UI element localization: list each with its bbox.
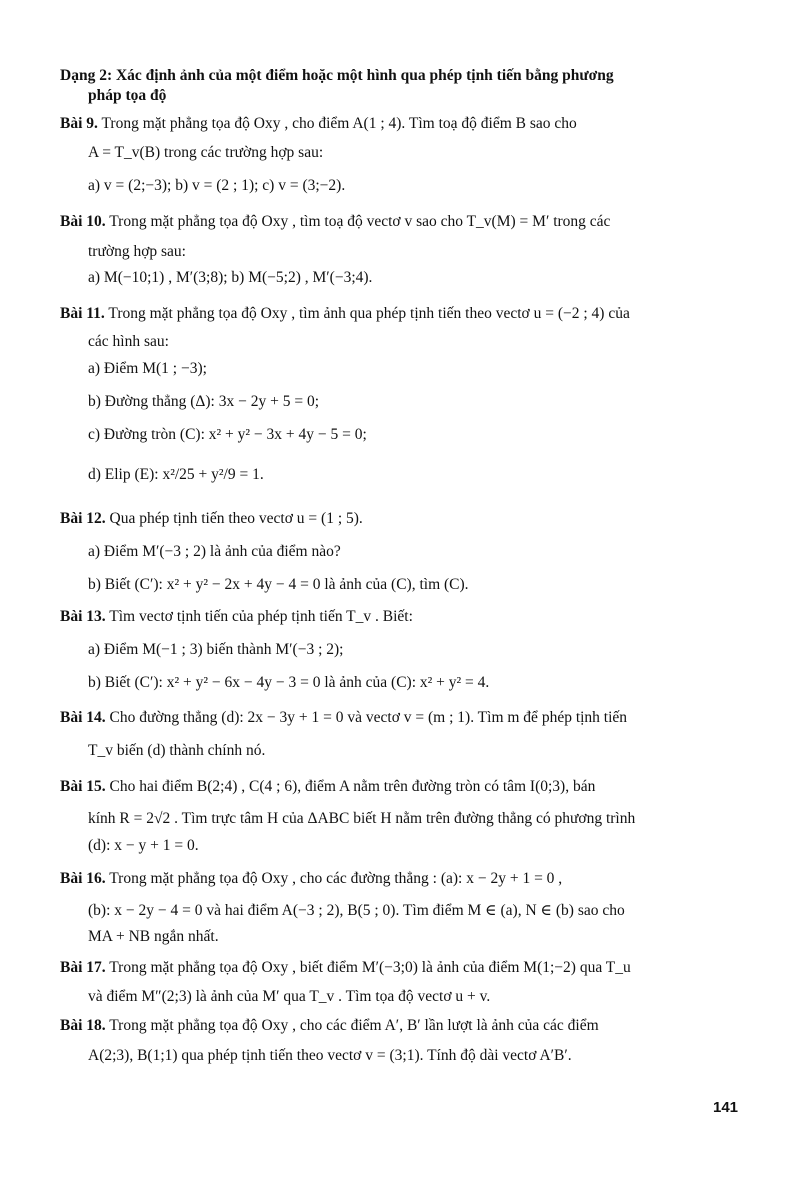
section-heading: Dạng 2: Xác định ảnh của một điểm hoặc một hình qua phép tịnh tiến bằng phương [60,67,614,84]
text-line: A = T_v(B) trong các trường hợp sau: [88,144,324,161]
text-line: MA + NB ngắn nhất. [88,928,219,945]
exercise-text: Trong mặt phẳng tọa độ Oxy , biết điểm M′(−3;0) là ảnh của điểm M(1;−2) qua T_u [105,959,631,976]
exercise-text: Trong mặt phẳng tọa độ Oxy , cho các điểm A′, B′ lần lượt là ảnh của các điểm [105,1017,599,1034]
exercise-label: Bài 18. [60,1017,106,1034]
text-line: a) Điểm M′(−3 ; 2) là ảnh của điểm nào? [88,543,341,560]
exercise-14 [60,708,627,728]
text-line: b) Biết (C′): x² + y² − 6x − 4y − 3 = 0 là ảnh của (C): x² + y² = 4. [88,674,490,691]
exercise-text: Trong mặt phẳng tọa độ Oxy , cho các đường thẳng : (a): x − 2y + 1 = 0 , [105,870,563,887]
exercise-text: Cho hai điểm B(2;4) , C(4 ; 6), điểm A nằm trên đường tròn có tâm I(0;3), bán [105,778,596,795]
exercise-label: Bài 10. [60,213,106,230]
text-line: a) v = (2;−3); b) v = (2 ; 1); c) v = (3;−2). [88,177,346,194]
exercise-12 [60,509,363,529]
exercise-16 [60,869,562,889]
exercise-10 [60,212,610,232]
exercise-9 [60,114,577,134]
exercise-label: Bài 15. [60,778,106,795]
text-line: a) Điểm M(−1 ; 3) biến thành M′(−3 ; 2); [88,641,344,658]
exercise-text: Cho đường thẳng (d): 2x − 3y + 1 = 0 và vectơ v = (m ; 1). Tìm m để phép tịnh tiến [105,709,628,726]
exercise-label: Bài 14. [60,709,106,726]
text-line: (d): x − y + 1 = 0. [88,837,199,854]
section-heading-cont: pháp tọa độ [88,87,167,104]
exercise-text: Qua phép tịnh tiến theo vectơ u = (1 ; 5). [105,510,363,527]
text-line: trường hợp sau: [88,243,186,260]
exercise-label: Bài 9. [60,115,98,132]
text-line: b) Biết (C′): x² + y² − 2x + 4y − 4 = 0 là ảnh của (C), tìm (C). [88,576,469,593]
exercise-label: Bài 16. [60,870,106,887]
text-line: (b): x − 2y − 4 = 0 và hai điểm A(−3 ; 2), B(5 ; 0). Tìm điểm M ∈ (a), N ∈ (b) sao cho [88,902,625,919]
text-line: a) M(−10;1) , M′(3;8); b) M(−5;2) , M′(−3;4). [88,269,373,286]
exercise-13 [60,607,413,627]
exercise-11 [60,304,630,324]
text-line: A(2;3), B(1;1) qua phép tịnh tiến theo vectơ v = (3;1). Tính độ dài vectơ A′B′. [88,1047,572,1064]
page-number: 141 [713,1099,739,1116]
exercise-18 [60,1016,599,1036]
text-line: các hình sau: [88,333,169,350]
text-line: kính R = 2√2 . Tìm trực tâm H của ΔABC biết H nằm trên đường thẳng có phương trình [88,810,636,827]
exercise-label: Bài 12. [60,510,106,527]
text-line: c) Đường tròn (C): x² + y² − 3x + 4y − 5 = 0; [88,426,367,443]
exercise-text: Trong mặt phẳng tọa độ Oxy , cho điểm A(1 ; 4). Tìm toạ độ điểm B sao cho [97,115,577,132]
text-line: và điểm M″(2;3) là ảnh của M′ qua T_v . Tìm tọa độ vectơ u + v. [88,988,491,1005]
text-line: T_v biến (d) thành chính nó. [88,742,266,759]
text-line: a) Điểm M(1 ; −3); [88,360,207,377]
text-line: b) Đường thẳng (Δ): 3x − 2y + 5 = 0; [88,393,320,410]
text-line: d) Elip (E): x²/25 + y²/9 = 1. [88,466,264,483]
exercise-label: Bài 11. [60,305,105,322]
exercise-15 [60,777,595,797]
exercise-label: Bài 13. [60,608,106,625]
exercise-label: Bài 17. [60,959,106,976]
exercise-text: Trong mặt phẳng tọa độ Oxy , tìm toạ độ vectơ v sao cho T_v(M) = M′ trong các [105,213,611,230]
exercise-text: Tìm vectơ tịnh tiến của phép tịnh tiến T_v . Biết: [105,608,413,625]
exercise-text: Trong mặt phẳng tọa độ Oxy , tìm ảnh qua phép tịnh tiến theo vectơ u = (−2 ; 4) của [104,305,630,322]
exercise-17 [60,958,631,978]
